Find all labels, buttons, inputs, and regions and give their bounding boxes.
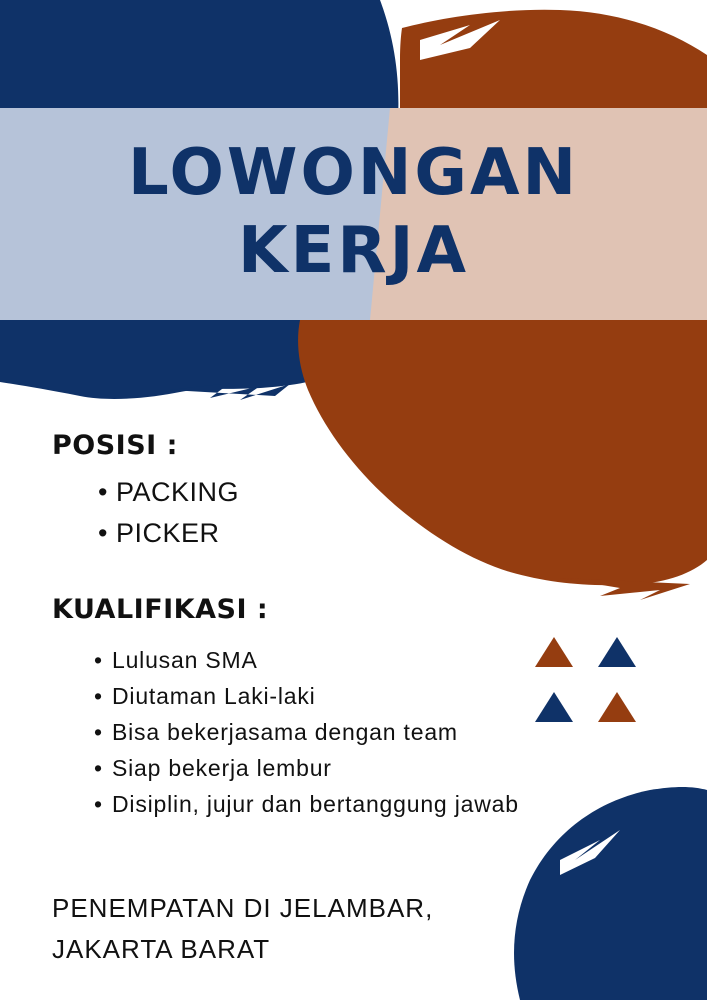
- list-item: • PICKER: [98, 513, 239, 554]
- bullet-icon: •: [98, 477, 108, 507]
- bullet-icon: •: [94, 791, 103, 817]
- list-item: • Disiplin, jujur dan bertanggung jawab: [94, 786, 519, 822]
- list-item: • Diutaman Laki-laki: [94, 678, 519, 714]
- list-item: • PACKING: [98, 472, 239, 513]
- triangle-icon: [598, 692, 636, 722]
- list-item: • Bisa bekerjasama dengan team: [94, 714, 519, 750]
- title-line-2: KERJA: [238, 214, 469, 288]
- placement-line-1: PENEMPATAN DI JELAMBAR,: [52, 893, 434, 923]
- title-line-1: LOWONGAN: [127, 136, 580, 210]
- posisi-list: [98, 472, 239, 554]
- kualifikasi-heading: KUALIFIKASI :: [52, 594, 269, 625]
- navy-brush-circle-bottom: [514, 787, 707, 1000]
- triangle-icon: [535, 692, 573, 722]
- triangle-icon: [598, 637, 636, 667]
- placement-line-2: JAKARTA BARAT: [52, 934, 271, 964]
- posisi-heading: POSISI :: [52, 430, 178, 461]
- bullet-icon: •: [94, 719, 103, 745]
- triangle-cluster: [530, 630, 640, 730]
- bullet-icon: •: [94, 647, 103, 673]
- bullet-icon: •: [98, 518, 108, 548]
- list-item: • Siap bekerja lembur: [94, 750, 519, 786]
- bullet-icon: •: [94, 755, 103, 781]
- placement-info: [52, 888, 433, 970]
- triangle-icon: [535, 637, 573, 667]
- list-item: • Lulusan SMA: [94, 642, 519, 678]
- kualifikasi-list: [94, 642, 519, 822]
- bullet-icon: •: [94, 683, 103, 709]
